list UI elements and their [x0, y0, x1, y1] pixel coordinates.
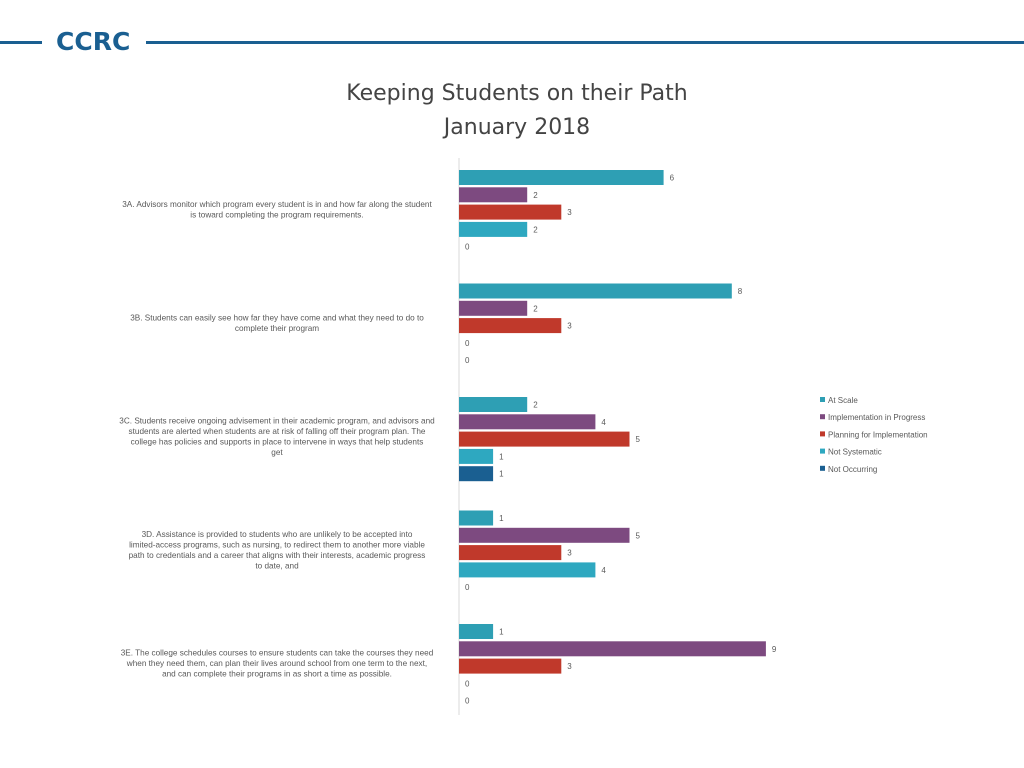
category-label	[121, 649, 434, 679]
bar	[459, 187, 527, 202]
category-label-line: is toward completing the program requirements.	[190, 210, 364, 220]
data-label: 0	[465, 583, 470, 593]
category-label-line: to date, and	[255, 561, 299, 571]
data-label: 0	[465, 242, 470, 252]
bar	[459, 624, 493, 639]
header-rule-left	[0, 41, 42, 44]
data-label: 6	[669, 173, 675, 183]
legend-swatch	[820, 414, 825, 419]
data-label: 2	[533, 304, 538, 314]
data-label: 2	[533, 190, 538, 200]
bar	[459, 659, 561, 674]
bar	[459, 545, 561, 560]
data-label: 0	[465, 696, 470, 706]
bar	[459, 562, 595, 577]
bar	[459, 641, 766, 656]
data-label: 2	[533, 225, 538, 235]
category-label-line: get	[271, 447, 283, 457]
legend-label: At Scale	[828, 396, 858, 405]
data-label: 3	[567, 321, 572, 331]
bar	[459, 414, 595, 429]
data-label: 3	[567, 208, 572, 218]
data-label: 0	[465, 356, 470, 366]
category-label-line: 3B. Students can easily see how far they have come and what they need to do to	[130, 313, 424, 323]
legend-label: Planning for Implementation	[828, 430, 928, 440]
bar	[459, 528, 630, 543]
chart-title-line-1: Keeping Students on their Path	[346, 81, 688, 106]
bar	[459, 397, 527, 412]
bar	[459, 222, 527, 237]
bar	[459, 301, 527, 316]
bar	[459, 284, 732, 299]
data-label: 1	[499, 452, 504, 462]
legend-label: Implementation in Progress	[828, 413, 926, 423]
ccrc-logo: CCRC	[56, 27, 131, 56]
legend-swatch	[820, 449, 825, 454]
bar	[459, 466, 493, 481]
data-label: 3	[567, 662, 572, 672]
legend-swatch	[820, 397, 825, 402]
data-label: 4	[601, 565, 606, 575]
bar-chart	[0, 150, 1024, 720]
category-label-line: when they need them, can plan their lives around school from one term to the next,	[126, 659, 428, 669]
category-label-line: 3E. The college schedules courses to ensure students can take the courses they need	[120, 648, 434, 658]
category-label-line: 3C. Students receive ongoing advisement in their academic program, and advisors and	[119, 416, 435, 426]
category-label-line: limited-access programs, such as nursing, to redirect them to another more viable	[129, 540, 425, 550]
category-label-line: and can complete their programs in as short a time as possible.	[162, 669, 392, 679]
chart-title	[267, 77, 767, 145]
data-label: 0	[465, 679, 470, 689]
data-label: 9	[771, 644, 777, 654]
data-label: 3	[567, 548, 572, 558]
category-label-line: 3D. Assistance is provided to students who are unlikely to be accepted into	[141, 529, 413, 539]
bar	[459, 449, 493, 464]
category-label-line: complete their program	[234, 323, 320, 333]
data-label: 8	[737, 287, 743, 296]
data-label: 5	[635, 531, 640, 541]
bar	[459, 432, 630, 447]
data-label: 5	[635, 435, 640, 445]
data-label: 1	[499, 627, 504, 637]
category-label	[122, 200, 432, 220]
data-label: 1	[499, 469, 504, 479]
legend-label: Not Systematic	[828, 447, 882, 457]
legend-label: Not Occurring	[828, 464, 878, 474]
chart-title-line-2: January 2018	[443, 115, 591, 140]
category-label	[130, 313, 424, 333]
bar	[459, 205, 561, 220]
category-label	[119, 416, 435, 457]
data-label: 1	[499, 514, 504, 523]
category-label-line: path to credentials and a career that aligns with their interests, academic progress	[128, 550, 426, 560]
legend-swatch	[820, 431, 825, 436]
data-label: 0	[465, 338, 470, 348]
bar	[459, 170, 664, 185]
bar	[459, 318, 561, 333]
category-label	[129, 530, 426, 571]
category-label-line: 3A. Advisors monitor which program every student is in and how far along the student	[122, 199, 432, 209]
legend-swatch	[820, 466, 825, 471]
bar	[459, 511, 493, 526]
data-label: 2	[533, 400, 538, 410]
header-rule-right	[146, 41, 1024, 44]
data-label: 4	[601, 417, 606, 427]
category-label-line: college has policies and supports in place to intervene in ways that help students	[130, 437, 424, 447]
category-label-line: students are alerted when students are at risk of falling off their program plan. The	[128, 426, 426, 436]
